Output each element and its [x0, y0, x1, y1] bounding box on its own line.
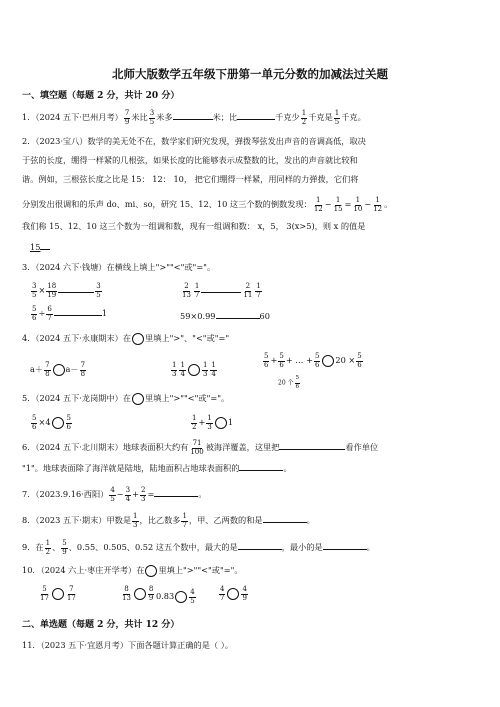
question-7: 7．（2023.9.16·西阳） $\frac{4}{5}$ − $\frac{3}{4}$ + $\frac{2}{3}$ = 。 — [22, 486, 207, 503]
question-4-label: 4．（2024 五下·永康期末）在 里填上">"、"<"或"=" — [22, 333, 230, 343]
fraction: $\frac{7}{9}$ — [124, 109, 130, 126]
answer-circle[interactable] — [132, 333, 144, 345]
answer-blank[interactable] — [173, 111, 213, 120]
answer-blank[interactable] — [238, 541, 282, 550]
answer-blank[interactable] — [154, 488, 198, 497]
question-10-item-a: $\frac{5}{17}$ $\frac{7}{17}$ — [40, 585, 76, 602]
section-heading-fill-in: 一、填空题（每题 2 分，共计 20 分） — [22, 91, 180, 101]
question-10-item-d: $\frac{4}{7}$ $\frac{4}{9}$ — [220, 585, 247, 602]
answer-circle[interactable] — [145, 565, 157, 577]
question-2-line-4: 分别发出很调和的乐声 do、mi、so，研究 15、12、10 这三个数的倒数发现： $\frac{1}{12}$ − $\frac{1}{15}$ = $\frac{1}{10}$ − $\frac{1}{12}$ 。 — [22, 196, 393, 213]
answer-circle[interactable] — [215, 417, 227, 429]
question-4-item-b: $\frac{1}{3}$ $\frac{1}{4}$ $\frac{1}{3}$ $\frac{1}{4}$ — [172, 361, 216, 378]
answer-circle[interactable] — [53, 364, 65, 376]
question-3-row-1b: $\frac{2}{13}$ $\frac{1}{7}$ $\frac{2}{11}$ $\frac{1}{7}$ — [182, 282, 261, 299]
answer-blank[interactable] — [201, 284, 241, 293]
fraction: $\frac{1}{2}$ — [301, 109, 307, 126]
question-6-line-1: 6．（2024 五下·北川期末）地球表面积大约有 $\frac{71}{100}$ 被海洋覆盖，这里把 看作单位 — [22, 439, 379, 456]
answer-blank[interactable] — [239, 462, 283, 471]
question-3-row-2: $\frac{5}{6}$ ÷ $\frac{6}{7}$ 1 — [32, 305, 108, 322]
question-8: 8．（2023 五下·期末）甲数是 $\frac{1}{3}$ ，比乙数多 $\frac{1}{7}$ ，甲、乙两数的和是 。 — [22, 512, 315, 529]
question-4-brace-label: 20 个 $\frac{5}{6}$ — [278, 375, 300, 390]
answer-circle[interactable] — [134, 588, 146, 600]
answer-circle[interactable] — [52, 417, 64, 429]
answer-value: 15 — [30, 242, 41, 252]
question-2-line-1: 2．（2023·宝八）数学的美无处不在，数学家们研究发现，弹拨琴弦发出声音的音调高低，取决 — [22, 136, 366, 146]
answer-blank[interactable] — [58, 284, 94, 293]
answer-circle[interactable] — [322, 355, 334, 367]
answer-circle[interactable] — [175, 591, 187, 603]
question-2-line-2: 于弦的长度，绷得一样紧的几根弦，如果长度的比能够表示成整数的比，发出的声音就比较和 — [22, 155, 358, 165]
question-2-line-3: 谐。例如，三根弦长度之比是 15： 12： 10， 把它们绷得一样紧，用同样的力弹拨，它们将 — [22, 174, 359, 184]
answer-circle[interactable] — [188, 364, 200, 376]
fraction: $\frac{1}{5}$ — [334, 109, 340, 126]
answer-circle[interactable] — [52, 588, 64, 600]
question-10-label: 10．（2024 六上·枣庄开学考）在 里填上">""<"或"="。 — [22, 565, 243, 575]
question-11: 11．（2023 五下·宜恩月考）下面各题计算正确的是（ ）。 — [22, 640, 233, 650]
answer-circle[interactable] — [132, 393, 144, 405]
question-10-item-c: 0.83 $\frac{4}{5}$ — [156, 588, 195, 605]
question-5-item-b: $\frac{1}{2}$ + $\frac{1}{3}$ 1 — [192, 414, 234, 431]
answer-blank[interactable] — [237, 111, 275, 120]
question-3-label: 3．（2024 六下·钱塘）在横线上填上">""<"或"="。 — [22, 262, 216, 272]
answer-blank[interactable] — [216, 310, 260, 319]
question-1: 1．（2024 五下·巴州月考） $\frac{7}{9}$ 米比 $\frac{3}{5}$ 米多 米；比 千克少 $\frac{1}{2}$ 千克是 $\frac{1}{5}$ 千克。 — [22, 109, 366, 126]
answer-blank[interactable] — [279, 441, 345, 450]
question-10-item-b: $\frac{8}{13}$ $\frac{8}{9}$ — [122, 585, 154, 602]
page-title: 北师大版数学五年级下册第一单元分数的加减法过关题 — [112, 67, 388, 81]
question-3-row-2b: 59×0.99 60 — [180, 311, 270, 321]
question-3-row-1: $\frac{3}{5}$ × $\frac{18}{19}$ $\frac{3}{5}$ — [32, 282, 101, 299]
fraction: $\frac{3}{5}$ — [149, 109, 155, 126]
question-6-line-2: "1"。地球表面除了海洋就是陆地，陆地面积占地球表面积的 。 — [22, 463, 292, 473]
question-5-label: 5．（2024 五下·龙岗期中）在 里填上">""<"或"="。 — [22, 393, 230, 403]
answer-circle[interactable] — [227, 588, 239, 600]
question-2-answer — [30, 241, 50, 252]
question-5-item-a: $\frac{5}{6}$ ×4 $\frac{5}{6}$ — [32, 414, 72, 431]
answer-blank[interactable] — [54, 307, 102, 316]
question-4-item-c: $\frac{5}{6}$ + $\frac{5}{6}$ + … + $\frac{5}{6}$ 20 × $\frac{5}{6}$ — [264, 352, 362, 369]
question-4-item-a: a＋ $\frac{7}{8}$ a－ $\frac{7}{8}$ — [30, 361, 86, 378]
question-9: 9．在 $\frac{1}{2}$ 、 $\frac{5}{9}$ 、0.55、0.505、0.52 这五个数中，最大的是 ，最小的是 。 — [22, 539, 375, 556]
answer-blank[interactable] — [323, 541, 367, 550]
answer-blank[interactable] — [263, 514, 307, 523]
section-heading-single-choice: 二、单选题（每题 2 分，共计 12 分） — [22, 620, 180, 630]
question-2-line-5: 我们称 15、12、10 这三个数为一组调和数，现有一组调和数： x，5， 3(x>5)，则 x 的值是 — [22, 221, 366, 231]
